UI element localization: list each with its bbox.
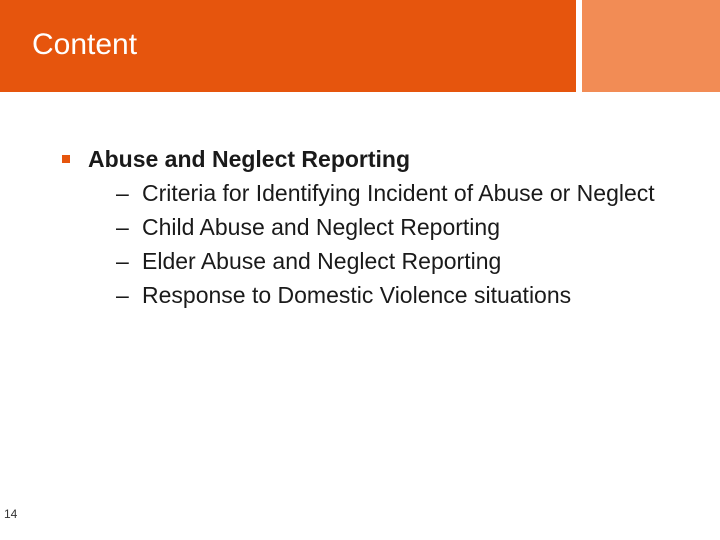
sub-bullet-text: Response to Domestic Violence situations bbox=[142, 282, 572, 308]
sub-bullet-text: Child Abuse and Neglect Reporting bbox=[142, 214, 501, 240]
dash-marker: – bbox=[116, 180, 129, 206]
dash-marker: – bbox=[116, 248, 129, 274]
sub-bullet-item bbox=[116, 244, 682, 278]
title-bar-accent bbox=[582, 0, 720, 92]
slide-number: 14 bbox=[4, 507, 18, 521]
square-bullet-icon bbox=[62, 155, 70, 163]
bullet-item bbox=[62, 142, 682, 312]
sub-bullet-item bbox=[116, 278, 682, 312]
slide-content bbox=[62, 142, 682, 312]
sub-bullet-text: Criteria for Identifying Incident of Abuse or Neglect bbox=[142, 180, 655, 206]
sub-bullet-item bbox=[116, 210, 682, 244]
sub-bullet-item bbox=[116, 176, 682, 210]
sub-bullet-list bbox=[88, 176, 682, 312]
slide-title: Content bbox=[32, 28, 138, 61]
dash-marker: – bbox=[116, 214, 129, 240]
bullet-heading: Abuse and Neglect Reporting bbox=[88, 146, 411, 172]
sub-bullet-text: Elder Abuse and Neglect Reporting bbox=[142, 248, 502, 274]
dash-marker: – bbox=[116, 282, 129, 308]
title-bar bbox=[0, 0, 578, 92]
